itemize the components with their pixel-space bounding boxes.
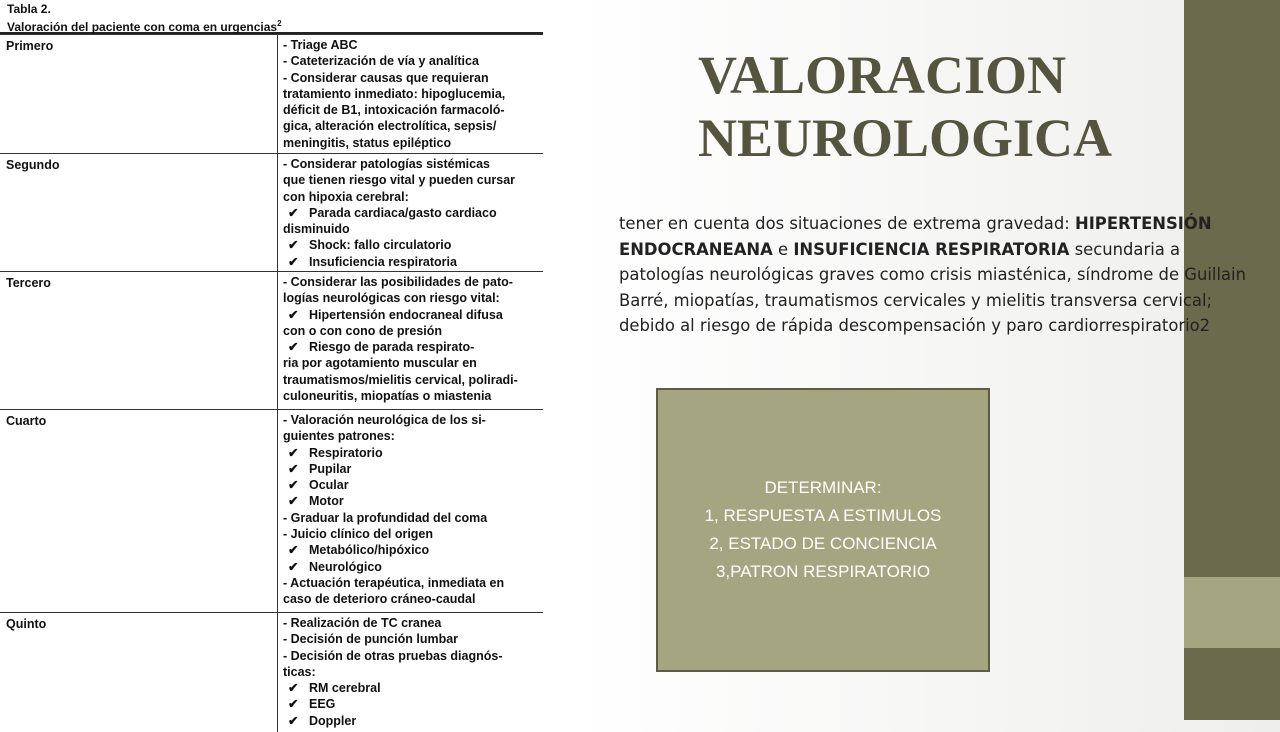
checklist-item (283, 339, 543, 355)
checklist-item-text: Respiratorio (309, 445, 383, 460)
checklist-item (283, 542, 543, 558)
slide-title-line-1: VALORACION (698, 45, 1067, 105)
cell-line: gica, alteración electrolítica, sepsis/ (283, 119, 497, 134)
cell-line: disminuido (283, 222, 350, 237)
slide-title-line-2: NEUROLOGICA (698, 108, 1113, 168)
cell-line: - Decisión de otras pruebas diagnós- (283, 648, 503, 663)
checklist-item-text: Motor (309, 494, 344, 509)
cell-line: logías neurológicas con riesgo vital: (283, 291, 500, 306)
cell-line: con hipoxia cerebral: (283, 189, 409, 204)
checkmark-icon: ✔ (288, 713, 299, 728)
table-row (0, 271, 543, 409)
cell-line: - Realización de TC cranea (283, 616, 442, 630)
cell-line: - Juicio clínico del origen (283, 527, 434, 542)
checklist-item-text: Ocular (309, 478, 349, 493)
determinar-item-3: 3,PATRON RESPIRATORIO (715, 562, 931, 581)
cell-line: - Cateterización de vía y analítica (283, 54, 479, 69)
cell-line: ticas: (283, 664, 316, 679)
checklist-item (283, 559, 543, 575)
checkmark-icon: ✔ (288, 697, 299, 712)
checklist-item (283, 205, 543, 221)
cell-line: - Actuación terapéutica, inmediata en (283, 575, 505, 590)
table-row (0, 409, 543, 612)
checklist-item-text: Insuficiencia respiratoria (309, 254, 457, 269)
cell-line: culoneuritis, miopatías o miastenia (283, 389, 492, 404)
checklist-item (283, 680, 543, 696)
checklist-item-text: Neurológico (309, 559, 382, 574)
checklist-item (283, 713, 543, 729)
checklist-item (283, 307, 543, 323)
body-bold-insufficiency: INSUFICIENCIA RESPIRATORIA (793, 239, 1070, 259)
checkmark-icon: ✔ (288, 478, 299, 493)
checklist-item-text: Riesgo de parada respirato- (309, 340, 475, 355)
cell-line: ria por agotamiento muscular en (283, 356, 477, 371)
cell-line: - Graduar la profundidad del coma (283, 510, 488, 525)
stage-label: Primero (0, 35, 278, 153)
checklist-item-text: Doppler (309, 713, 357, 728)
table-row (0, 34, 543, 153)
checklist-item (283, 445, 543, 461)
stage-content (279, 613, 543, 732)
table-caption (7, 16, 543, 35)
checklist-item-text: EEG (309, 697, 336, 712)
cell-line: déficit de B1, intoxicación farmacoló- (283, 103, 505, 118)
checklist-item-text: Shock: fallo circulatorio (309, 238, 452, 253)
stage-content (279, 154, 543, 271)
cell-line: que tienen riesgo vital y pueden cursar (283, 173, 516, 188)
table-image (0, 0, 543, 728)
checklist-item (283, 493, 543, 509)
checklist-item-text: Pupilar (309, 461, 352, 476)
stage-label: Quinto (0, 613, 278, 732)
checklist-item (283, 254, 543, 270)
checkmark-icon: ✔ (288, 559, 299, 574)
stage-label: Cuarto (0, 410, 278, 612)
checklist-item (283, 477, 543, 493)
cell-line: - Considerar las posibilidades de pato- (283, 275, 513, 289)
stage-label: Segundo (0, 154, 278, 271)
checklist-item (283, 461, 543, 477)
decorative-bar-light (1184, 577, 1280, 648)
table-row (0, 153, 543, 271)
cell-line: meningitis, status epiléptico (283, 135, 452, 150)
stage-content (279, 272, 543, 409)
checklist-item-text: Hipertensión endocraneal difusa (309, 307, 503, 322)
cell-line: caso de deterioro cráneo-caudal (283, 592, 476, 607)
table-caption-text: Valoración del paciente con coma en urgencias (7, 20, 278, 34)
table-row (0, 612, 543, 732)
determinar-heading: DETERMINAR: (764, 478, 882, 497)
stage-content (279, 35, 543, 153)
cell-line: - Triage ABC (283, 38, 358, 52)
determinar-box (656, 388, 990, 672)
cell-line: guientes patrones: (283, 429, 395, 444)
determinar-item-2: 2, ESTADO DE CONCIENCIA (709, 534, 937, 553)
checklist-item-text: Parada cardiaca/gasto cardiaco (309, 205, 497, 220)
checkmark-icon: ✔ (288, 238, 299, 253)
stage-label: Tercero (0, 272, 278, 409)
body-intro: tener en cuenta dos situaciones de extrema gravedad: (619, 214, 1075, 233)
checkmark-icon: ✔ (288, 340, 299, 355)
checkmark-icon: ✔ (288, 445, 299, 460)
checkmark-icon: ✔ (288, 254, 299, 269)
table-caption-ref: 2 (277, 19, 282, 28)
cell-line: - Considerar patologías sistémicas (283, 157, 491, 171)
body-bold-hypertension: HIPERTENSIÓN ENDOCRANEANA (619, 214, 1212, 259)
checkmark-icon: ✔ (288, 307, 299, 322)
checkmark-icon: ✔ (288, 543, 299, 558)
checkmark-icon: ✔ (288, 681, 299, 696)
checkmark-icon: ✔ (288, 205, 299, 220)
checklist-item-text: Metabólico/hipóxico (309, 543, 430, 558)
slide-title (698, 44, 1168, 170)
determinar-item-1: 1, RESPUESTA A ESTIMULOS (704, 506, 942, 525)
checkmark-icon: ✔ (288, 461, 299, 476)
body-connector: e (772, 239, 794, 259)
decorative-bar-dark-bottom (1184, 648, 1280, 720)
body-paragraph (619, 211, 1259, 339)
cell-line: con o con cono de presión (283, 323, 443, 338)
checklist-item-text: RM cerebral (309, 681, 381, 696)
checkmark-icon: ✔ (288, 494, 299, 509)
body-rest: secundaria a patologías neurológicas graves como crisis miasténica, síndrome de Guillain Barré, miopatías, traumatismos cervicales y mielitis transversa cervical; debido al riesgo de rápida descompensación y paro cardiorrespiratorio2 (619, 239, 1246, 335)
stage-content (279, 410, 543, 612)
cell-line: tratamiento inmediato: hipoglucemia, (283, 86, 506, 101)
cell-line: - Valoración neurológica de los si- (283, 413, 486, 427)
checklist-item (283, 237, 543, 253)
cell-line: - Considerar causas que requieran (283, 70, 489, 85)
checklist-item (283, 696, 543, 712)
table-label: Tabla 2. (7, 2, 51, 16)
table-header (0, 0, 543, 34)
cell-line: traumatismos/mielitis cervical, poliradi- (283, 372, 518, 387)
cell-line: - Decisión de punción lumbar (283, 632, 459, 647)
